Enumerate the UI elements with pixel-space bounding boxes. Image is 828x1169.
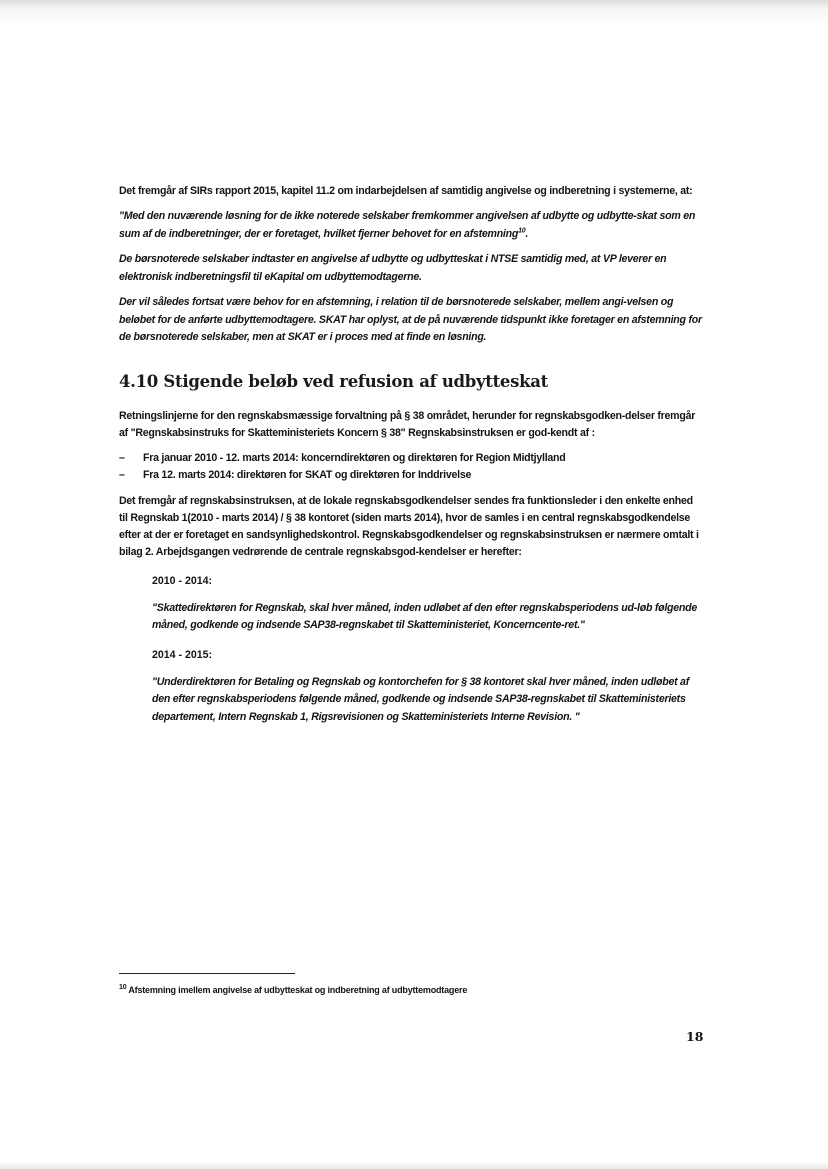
page-body xyxy=(119,183,704,726)
period-quote-2010-2014: "Skattedirektøren for Regnskab, skal hver måned, inden udløbet af den efter regnskabsperiodens ud-løb følgende måned, godkende og indsende SAP38-regnskabet til Skatteministeriet, Koncerncente-ret." xyxy=(152,601,697,631)
quote-paragraph-1 xyxy=(119,208,704,243)
section-heading: 4.10 Stigende beløb ved refusion af udbytteskat xyxy=(119,371,548,391)
period-block-1 xyxy=(152,573,704,635)
page-number: 18 xyxy=(686,1029,704,1044)
scan-bottom-edge xyxy=(0,1161,828,1169)
footnote-divider xyxy=(119,973,295,974)
quote-1-text: "Med den nuværende løsning for de ikke noterede selskaber fremkommer angivelsen af udbytte og udbytte-skat som en sum af de indberetninger, der er foretaget, hvilket fjerner behovet for en afstemning xyxy=(119,210,696,240)
period-block-2 xyxy=(152,647,704,727)
list-item: – Fra januar 2010 - 12. marts 2014: koncerndirektøren og direktøren for Region Midtjylland xyxy=(119,450,704,467)
guidelines-paragraph: Retningslinjerne for den regnskabsmæssige forvaltning på § 38 området, herunder for regnskabsgodken-delser fremgår af "Regnskabsinstruks for Skatteministeriets Koncern § 38" Regnskabsinstruksen er god-kendt af : xyxy=(119,409,696,439)
quote-paragraph-3: Der vil således fortsat være behov for en afstemning, i relation til de børsnoterede selskaber, mellem angi-velsen og beløbet for de anførte udbyttemodtagere. SKAT har oplyst, at de på nuværende tidspunkt ikke foretager en afstemning for de børsnoterede selskaber, men at SKAT er i proces med at finde en løsning. xyxy=(119,296,702,343)
footnote-number: 10 xyxy=(119,984,127,991)
footnote xyxy=(119,985,719,995)
list-item: – Fra 12. marts 2014: direktøren for SKAT og direktøren for Inddrivelse xyxy=(119,467,704,484)
procedure-paragraph: Det fremgår af regnskabsinstruksen, at de lokale regnskabsgodkendelser sendes fra funktionsleder i den enkelte enhed til Regnskab 1(2010 - marts 2014) / § 38 kontoret (siden marts 2014), hvor de samles i en central regnskabsgodkendelse efter at der er foretaget en sandsynlighedskontrol. Regnskabsgodkendelser og regnskabsinstruksen er nærmere omtalt i bilag 2. Arbejdsgangen vedrørende de centrale regnskabsgod-kendelser er herefter: xyxy=(119,494,699,558)
quote-1-end: . xyxy=(525,227,529,240)
period-label-2014-2015: 2014 - 2015: xyxy=(152,648,213,661)
intro-paragraph: Det fremgår af SIRs rapport 2015, kapitel 11.2 om indarbejdelsen af samtidig angivelse og indberetning i systemerne, at: xyxy=(119,185,693,197)
footnote-text: Afstemning imellem angivelse af udbytteskat og indberetning af udbyttemodtagere xyxy=(128,985,468,995)
period-label-2010-2014: 2010 - 2014: xyxy=(152,574,213,587)
footnote-reference[interactable]: 10 xyxy=(518,226,526,234)
quote-paragraph-2: De børsnoterede selskaber indtaster en angivelse af udbytte og udbytteskat i NTSE samtidig med, at VP leverer en elektronisk indberetningsfil til eKapital om udbyttemodtagerne. xyxy=(119,253,667,283)
approver-list xyxy=(119,450,704,484)
scan-top-edge xyxy=(0,0,828,26)
period-quote-2014-2015: "Underdirektøren for Betaling og Regnskab og kontorchefen for § 38 kontoret skal hver måned, inden udløbet af den efter regnskabsperiodens følgende måned, godkende og indsende SAP38-regnskabet til Skatteministeriets departement, Intern Regnskab 1, Rigsrevisionen og Skatteministeriets Interne Revision. " xyxy=(152,675,689,723)
